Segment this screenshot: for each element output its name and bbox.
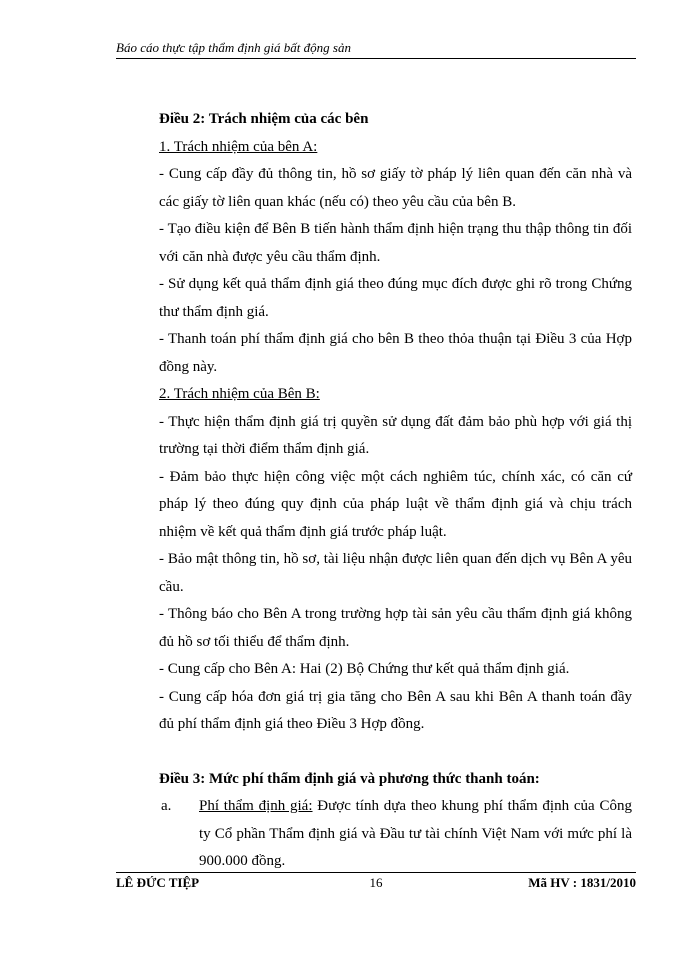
item-a-marker: a. [161,798,172,814]
item-a-text: Được tính dựa theo khung phí thẩm định của Công ty Cổ phần Thẩm định giá và Đầu tư tài chính Việt Nam với mức phí là 900.000 đồng. [199,798,632,869]
party-b-item-2: - Đảm bảo thực hiện công việc một cách nghiêm túc, chính xác, có căn cứ pháp lý theo đúng quy định của pháp luật về thẩm định giá và chịu trách nhiệm về kết quả thẩm định giá trước pháp luật. [159,468,632,540]
party-a-title: 1. Trách nhiệm của bên A: [159,138,318,155]
party-b-item-5: - Cung cấp cho Bên A: Hai (2) Bộ Chứng thư kết quả thẩm định giá. [159,661,570,677]
party-a-item-4: - Thanh toán phí thẩm định giá cho bên B theo thỏa thuận tại Điều 3 của Hợp đồng này. [159,331,632,375]
item-a-body [199,793,632,876]
footer-student-id: Mã HV : 1831/2010 [528,875,636,890]
section-spacer [159,739,632,766]
footer-author: LÊ ĐỨC TIỆP [116,875,200,890]
article-2-heading: Điều 2: Trách nhiệm của các bên [159,111,369,127]
item-a-label: Phí thẩm định giá: [199,798,313,814]
header-title: Báo cáo thực tập thẩm định giá bất động sản [116,40,351,55]
article-3-heading: Điều 3: Mức phí thẩm định giá và phương thức thanh toán: [159,770,540,787]
party-b-item-6: - Cung cấp hóa đơn giá trị gia tăng cho Bên A sau khi Bên A thanh toán đầy đủ phí thẩm định giá theo Điều 3 Hợp đồng. [159,688,632,732]
party-b-item-4: - Thông báo cho Bên A trong trường hợp tài sản yêu cầu thẩm định giá không đủ hồ sơ tối thiểu để thẩm định. [159,606,632,650]
party-b-title: 2. Trách nhiệm của Bên B: [159,386,320,402]
footer-page-number: 16 [369,875,383,890]
page-footer [116,872,636,890]
party-b-item-1: - Thực hiện thẩm định giá trị quyền sử dụng đất đảm bảo phù hợp với giá thị trường tại thời điểm thẩm định giá. [159,413,632,457]
page-header [116,40,636,59]
party-b-item-3: - Bảo mật thông tin, hồ sơ, tài liệu nhận được liên quan đến dịch vụ Bên A yêu cầu. [159,551,632,595]
party-a-item-1: - Cung cấp đầy đủ thông tin, hồ sơ giấy tờ pháp lý liên quan đến căn nhà và các giấy tờ liên quan khác (nếu có) theo yêu cầu của bên B. [159,166,632,210]
article-3-item-a [159,793,632,876]
party-a-item-2: - Tạo điều kiện để Bên B tiến hành thẩm định hiện trạng thu thập thông tin đối với căn nhà được yêu cầu thẩm định. [159,221,632,265]
party-a-item-3: - Sử dụng kết quả thẩm định giá theo đúng mục đích được ghi rõ trong Chứng thư thẩm định giá. [159,276,632,320]
document-body [159,106,632,876]
